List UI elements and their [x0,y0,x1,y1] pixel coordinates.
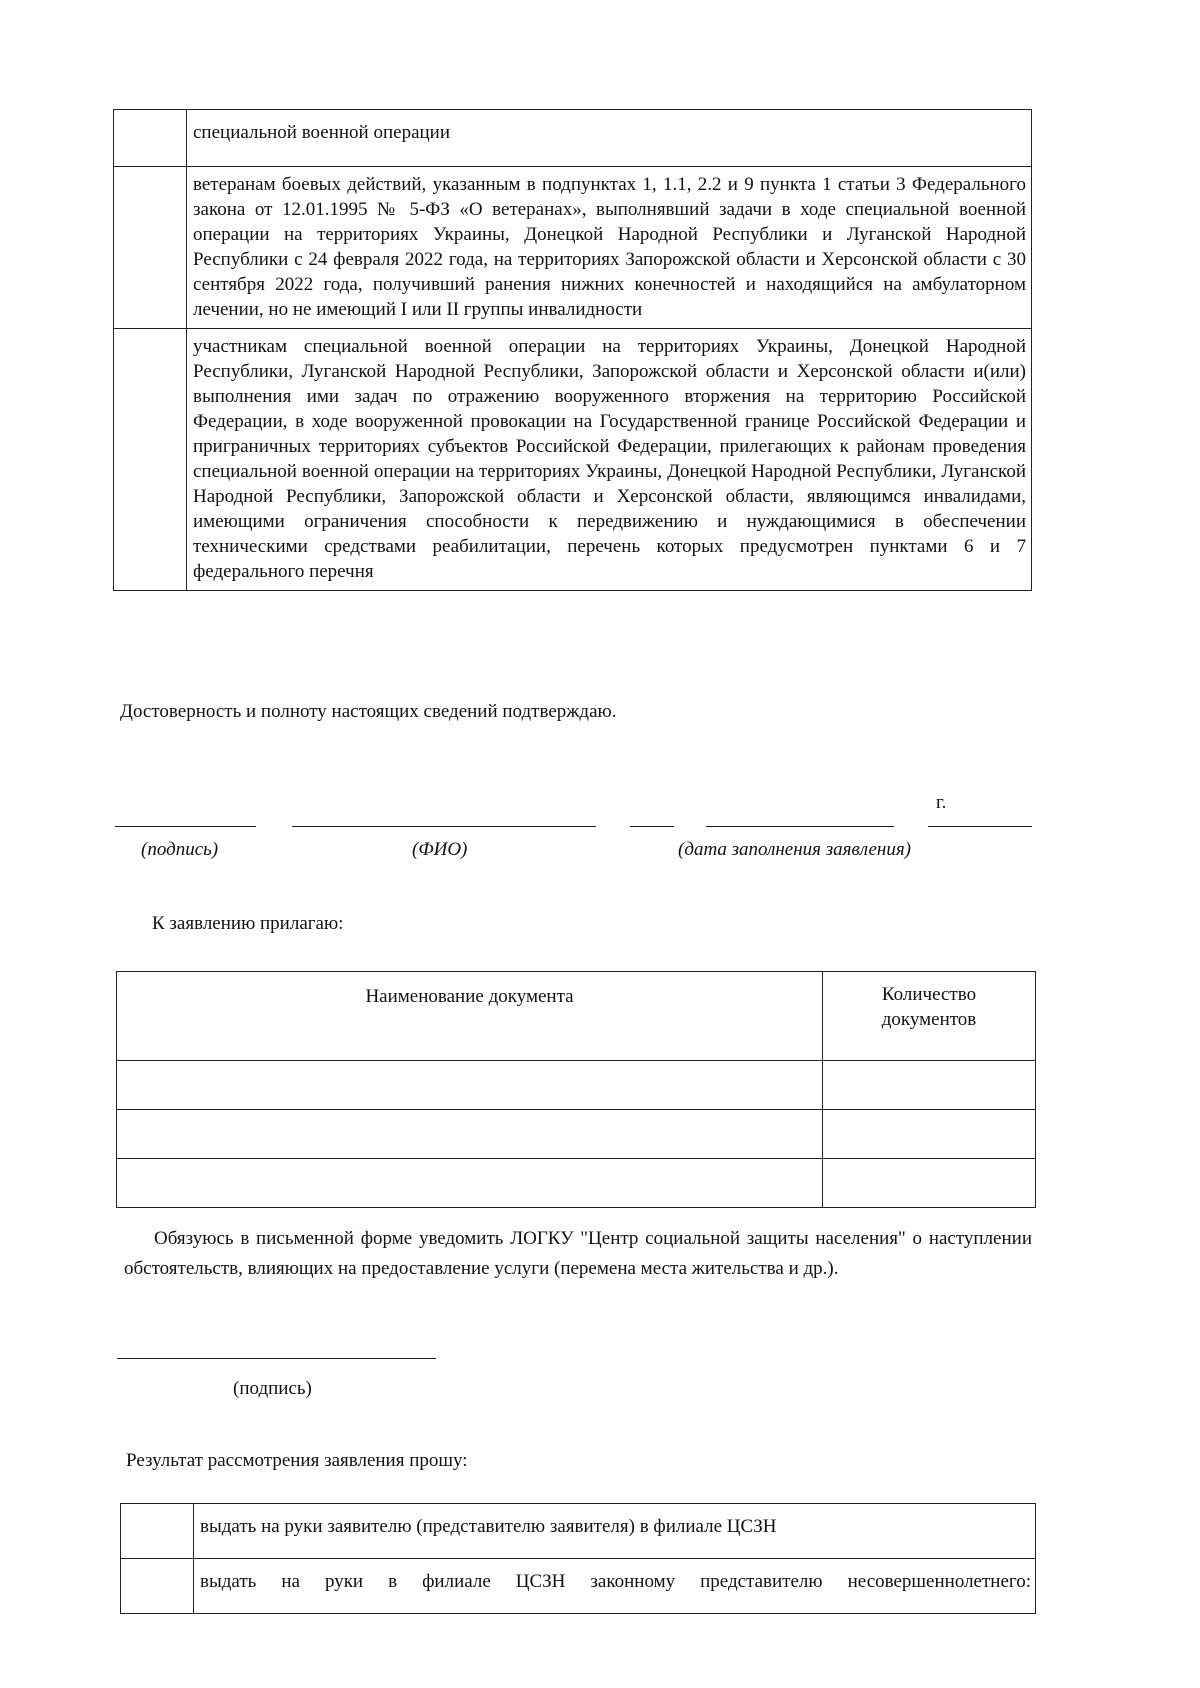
table-row [114,167,1032,329]
checkbox-cell[interactable] [114,110,187,167]
table-row [114,110,1032,167]
table-row [121,1559,1036,1614]
document-name-cell[interactable] [117,1159,823,1208]
result-option-text: выдать на руки в филиале ЦСЗН законному представителю несовершеннолетнего: [194,1559,1036,1614]
checkbox-cell[interactable] [121,1504,194,1559]
document-count-cell[interactable] [823,1159,1036,1208]
obligation-signature-caption: (подпись) [233,1378,312,1399]
table-row [121,1504,1036,1559]
date-caption: (дата заполнения заявления) [678,839,912,860]
year-suffix: г. [936,792,947,813]
obligation-text: Обязуюсь в письменной форме уведомить ЛОГКУ "Центр социальной защиты населения" о наступлении обстоятельств, влияющих на предоставление услуги (перемена места жительства и др.). [124,1228,1032,1279]
document-name-cell[interactable] [117,1061,823,1110]
confirmation-text: Достоверность и полноту настоящих сведений подтверждаю. [120,701,617,722]
checkbox-cell[interactable] [114,167,187,329]
date-month-line[interactable] [706,826,894,827]
table-header-row [117,972,1036,1061]
result-option-text: выдать на руки заявителю (представителю заявителя) в филиале ЦСЗН [194,1504,1036,1559]
attachments-intro: К заявлению прилагаю: [152,913,344,934]
obligation-signature-line[interactable] [117,1358,436,1359]
fio-line[interactable] [292,826,596,827]
checkbox-cell[interactable] [121,1559,194,1614]
table-row [117,1110,1036,1159]
date-day-line[interactable] [630,826,674,827]
signature-line[interactable] [115,826,256,827]
table-row [114,329,1032,591]
header-count-line1: Количество [881,984,977,1005]
document-count-cell[interactable] [823,1110,1036,1159]
result-intro: Результат рассмотрения заявления прошу: [126,1450,468,1471]
result-options-table [120,1503,1036,1614]
attachments-table [116,971,1036,1208]
document-name-cell[interactable] [117,1110,823,1159]
header-document-name: Наименование документа [117,972,823,1061]
checkbox-cell[interactable] [114,329,187,591]
category-text: участникам специальной военной операции на территориях Украины, Донецкой Народной Республики, Луганской Народной Республики, Запорожской области и Херсонской области и(или) выполнения ими задач по отражению вооруженного вторжения на территорию Российской Федерации, в ходе вооруженной провокации на Государственной границе Российской Федерации и приграничных территориях субъектов Российской Федерации, прилегающих к районам проведения специальной военной операции на территориях Украины, Донецкой Народной Республики, Луганской Народной Республики, Запорожской области и Херсонской области, являющимся инвалидами, имеющими ограничения способности к передвижению и нуждающимися в обеспечении техническими средствами реабилитации, перечень которых предусмотрен пунктами 6 и 7 федерального перечня [187,329,1032,591]
signature-caption: (подпись) [141,839,219,860]
document-count-cell[interactable] [823,1061,1036,1110]
table-row [117,1159,1036,1208]
header-document-count [823,972,1036,1061]
table-row [117,1061,1036,1110]
benefit-category-table [113,109,1032,591]
category-text: ветеранам боевых действий, указанным в подпунктах 1, 1.1, 2.2 и 9 пункта 1 статьи 3 Федерального закона от 12.01.1995 № 5-ФЗ «О ветеранах», выполнявший задачи в ходе специальной военной операции на территориях Украины, Донецкой Народной Республики и Луганской Народной Республики с 24 февраля 2022 года, на территориях Запорожской области и Херсонской области с 30 сентября 2022 года, получивший ранения нижних конечностей и находящийся на амбулаторном лечении, но не имеющий I или II группы инвалидности [187,167,1032,329]
fio-caption: (ФИО) [412,839,468,860]
date-year-line[interactable] [928,826,1032,827]
header-count-line2: документов [881,1009,977,1030]
category-text: специальной военной операции [187,110,1032,167]
